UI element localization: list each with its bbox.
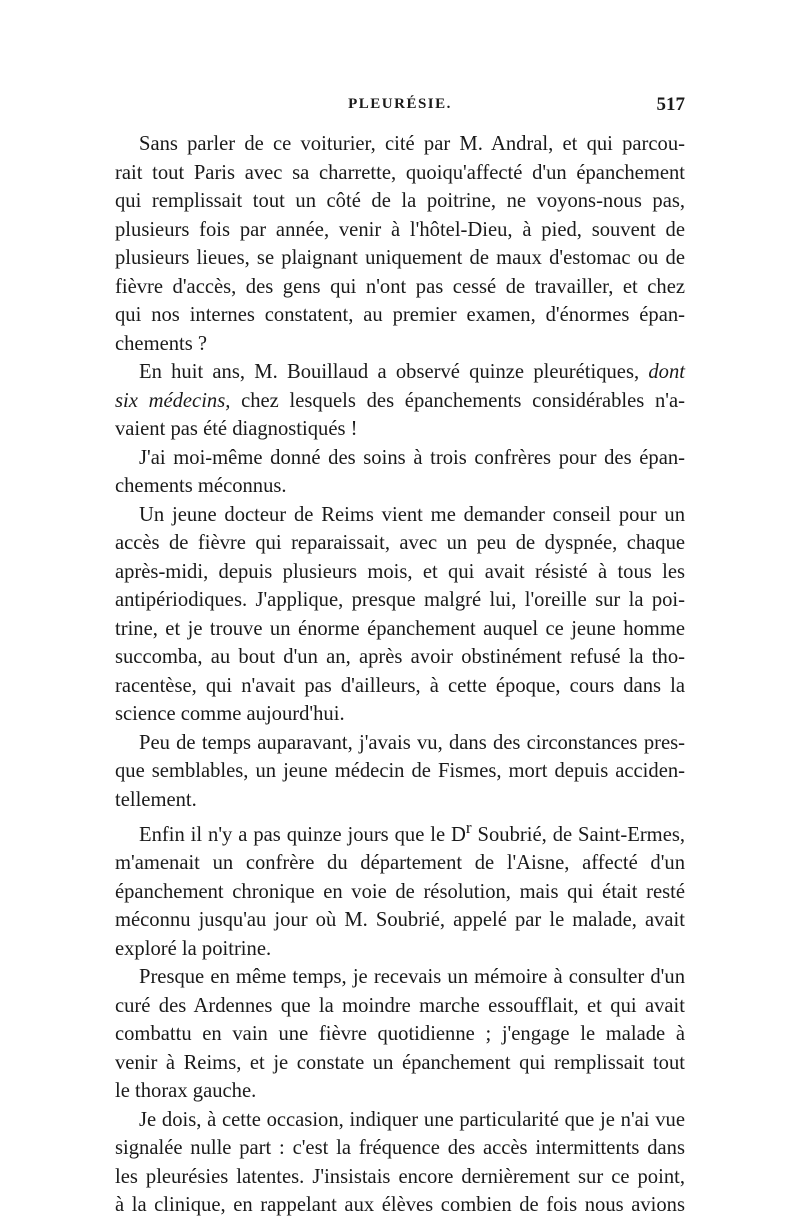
text-line: chements ? [115,332,208,355]
paragraph-8 [115,1106,685,1220]
text-line: Peu de temps auparavant, j'avais vu, dans des circonstances pres- [139,731,685,754]
italic-text: dont [648,361,685,383]
text-line: combattu en vain une fièvre quotidienne ; j'engage le malade à [115,1023,685,1046]
text-line: J'ai moi-même donné des soins à trois confrères pour des épan- [139,446,685,469]
text-line: méconnu jusqu'au jour où M. Soubrié, appelé par le malade, avait [115,909,685,932]
text-line: Presque en même temps, je recevais un mémoire à consulter d'un [139,966,685,989]
text-line: à la clinique, en rappelant aux élèves combien de fois nous avions [115,1194,685,1217]
text-line: curé des Ardennes que la moindre marche essoufflait, et qui avait [115,994,685,1017]
text-line: plusieurs lieues, se plaignant uniquement de maux d'estomac ou de [115,247,685,269]
text-line: épanchement chronique en voie de résolution, mais qui était resté [115,880,685,903]
text-line: chements méconnus. [115,475,287,497]
text-line: exploré la poitrine. [115,937,272,960]
text-run: En huit ans, M. Bouillaud a observé quinze pleurétiques, [139,361,640,383]
page-number: 517 [656,94,685,115]
text-line: qui remplissait tout un côté de la poitrine, ne voyons-nous pas, [115,190,685,212]
text-line: trine, et je trouve un énorme épanchement auquel ce jeune homme [115,617,685,640]
text-line [115,814,685,849]
text-line: qui nos internes constatent, au premier examen, d'énormes épan- [115,304,685,326]
text-line: Sans parler de ce voiturier, cité par M. Andral, et qui parcou- [139,133,685,155]
paragraph-4 [115,501,685,729]
text-line: les pleurésies latentes. J'insistais encore dernièrement sur ce point, [115,1165,685,1188]
text-line: signalée nulle part : c'est la fréquence des accès intermittents dans [115,1137,685,1160]
paragraph-2 [115,358,685,444]
text-line: succomba, au bout d'un an, après avoir obstinément refusé la tho- [115,646,685,668]
paragraph-6 [115,814,685,963]
text-line: venir à Reims, et je constate un épanchement qui remplissait tout [115,1051,685,1074]
text-line: Un jeune docteur de Reims vient me demander conseil pour un [139,503,685,526]
text-line: plusieurs fois par année, venir à l'hôtel-Dieu, à pied, souvent de [115,218,685,241]
text-run: Enfin il n'y a pas quinze jours que le D [139,823,466,846]
text-line: science comme aujourd'hui. [115,703,345,725]
text-line: antipériodiques. J'applique, presque malgré lui, l'oreille sur la poi- [115,589,685,611]
text-line: fièvre d'accès, des gens qui n'ont pas cessé de travailler, et chez [115,275,685,298]
text-run: Soubrié, de Saint-Ermes, [471,823,685,846]
paragraph-5 [115,729,685,815]
superscript: r [465,818,472,837]
text-line: le thorax gauche. [115,1080,257,1103]
text-line: vaient pas été diagnostiqués ! [115,418,358,440]
text-line: après-midi, depuis plusieurs mois, et qui avait résisté à tous les [115,560,685,583]
page-header [115,96,685,126]
text-line [115,358,685,387]
paragraph-1 [115,130,685,358]
italic-text: six médecins, [115,389,231,412]
text-line: m'amenait un confrère du département de l'Aisne, affecté d'un [115,852,685,875]
text-line: Je dois, à cette occasion, indiquer une particularité que je n'ai vue [139,1108,685,1131]
text-run: chez lesquels des épanchements considérables n'a- [241,389,685,412]
text-line: racentèse, qui n'avait pas d'ailleurs, à cette époque, cours dans la [115,674,685,697]
text-line: tellement. [115,788,197,811]
running-title: PLEURÉSIE. [348,96,452,112]
paragraph-7 [115,963,685,1106]
paragraph-3 [115,444,685,501]
text-line [115,387,685,416]
text-line: que semblables, un jeune médecin de Fismes, mort depuis acciden- [115,760,685,782]
body-text [115,130,685,1220]
text-line: accès de fièvre qui reparaissait, avec un peu de dyspnée, chaque [115,532,685,554]
text-line: rait tout Paris avec sa charrette, quoiqu'affecté d'un épanchement [115,161,685,184]
